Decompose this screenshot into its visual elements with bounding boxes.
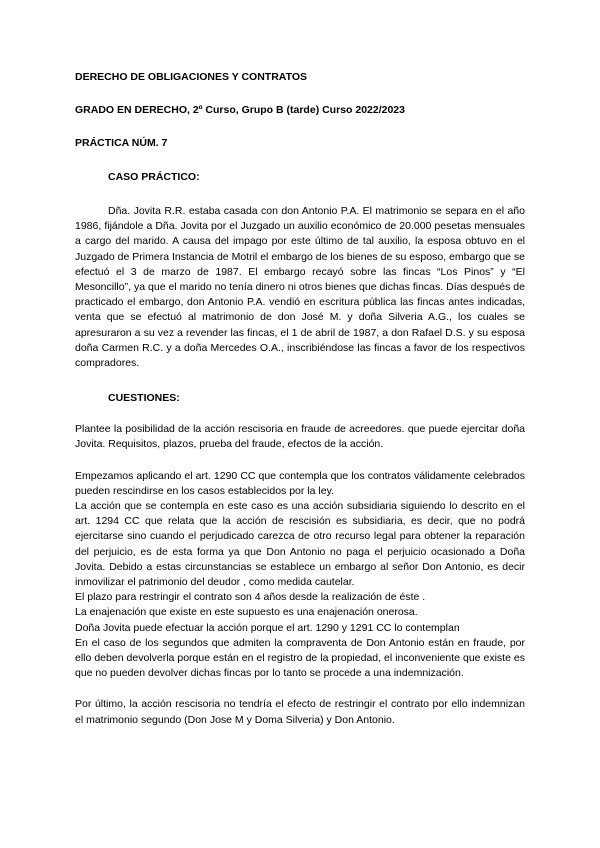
grade-heading: GRADO EN DERECHO, 2º Curso, Grupo B (tarde) Curso 2022/2023 — [75, 104, 405, 116]
answer-line-2: La enajenación que existe en este supuesto es una enajenación onerosa. — [75, 606, 418, 619]
case-title: CASO PRÁCTICO: — [108, 171, 200, 183]
subject-heading: DERECHO DE OBLIGACIONES Y CONTRATOS — [75, 71, 307, 83]
question-text: Plantee la posibilidad de la acción rescisoria en fraude de acreedores. que puede ejercitar doña Jovita. Requisitos, plazos, prueba del fraude, efectos de la acción. — [75, 423, 525, 451]
answer-paragraph-3: En el caso de los segundos que admiten la compraventa de Don Antonio están en fraude, por ello deben devolverla porque están en el registro de la propiedad, el inconveniente que existe es que no pueden devolver dichas fincas por lo tanto se procede a una indemnización. — [75, 636, 525, 680]
case-text: Dña. Jovita R.R. estaba casada con don Antonio P.A. El matrimonio se separa en el año 1986, fijándole a Dña. Jovita por el Juzgado un auxilio económico de 20.000 pesetas mensuales a cargo del marido. A causa del impago por este último de tal auxilio, la esposa obtuvo en el Juzgado de Primera Instancia de Motril el embargo de los bienes de su esposo, embargo que se efectuó el 3 de marzo de 1987. El embargo recayó sobre las fincas “Los Pinos” y “El Mesoncillo”, ya que el marido no tenía dinero ni otros bienes que dichas fincas. Días después de practicado el embargo, don Antonio P.A. vendió en escritura pública las fincas antes indicadas, venta que se efectuó al matrimonio de don José M. y doña Silveria A.G., los cuales se apresuraron a su vez a revender las fincas, el 1 de abril de 1987, a don Rafael D.S. y su esposa doña Carmen R.C. y a doña Mercedes O.A., inscribiéndose las fincas a favor de los respectivos compradores. — [75, 205, 525, 370]
questions-title: CUESTIONES: — [108, 392, 180, 405]
answer-line-3: Doña Jovita puede efectuar la acción porque el art. 1290 y 1291 CC lo contemplan — [75, 621, 460, 634]
answer-paragraph-1: Empezamos aplicando el art. 1290 CC que contempla que los contratos válidamente celebrados pueden rescindirse en los casos establecidos por la ley. — [75, 469, 525, 497]
answer-line-1: El plazo para restringir el contrato son 4 años desde la realización de éste . — [75, 591, 426, 604]
answer-paragraph-4: Por último, la acción rescisoria no tendría el efecto de restringir el contrato por ello indemnizan el matrimonio segundo (Don Jose M y Doma Silveria) y Don Antonio. — [75, 698, 525, 726]
practice-heading: PRÁCTICA NÚM. 7 — [75, 137, 168, 149]
answer-paragraph-2: La acción que se contempla en este caso es una acción subsidiaria siguiendo lo descrito en el art. 1294 CC que relata que la acción de rescisión es subsidiaria, es decir, que no podrá ejercitarse sino cuando el perjudicado carezca de otro recurso legal para obtener la reparación del perjuicio, es de esta forma ya que Don Antonio no paga el perjuicio ocasionado a Doña Jovita. Debido a estas circunstancias se establece un embargo al señor Don Antonio, es decir inmovilizar el patrimonio del deudor , como medida cautelar. — [75, 500, 525, 589]
